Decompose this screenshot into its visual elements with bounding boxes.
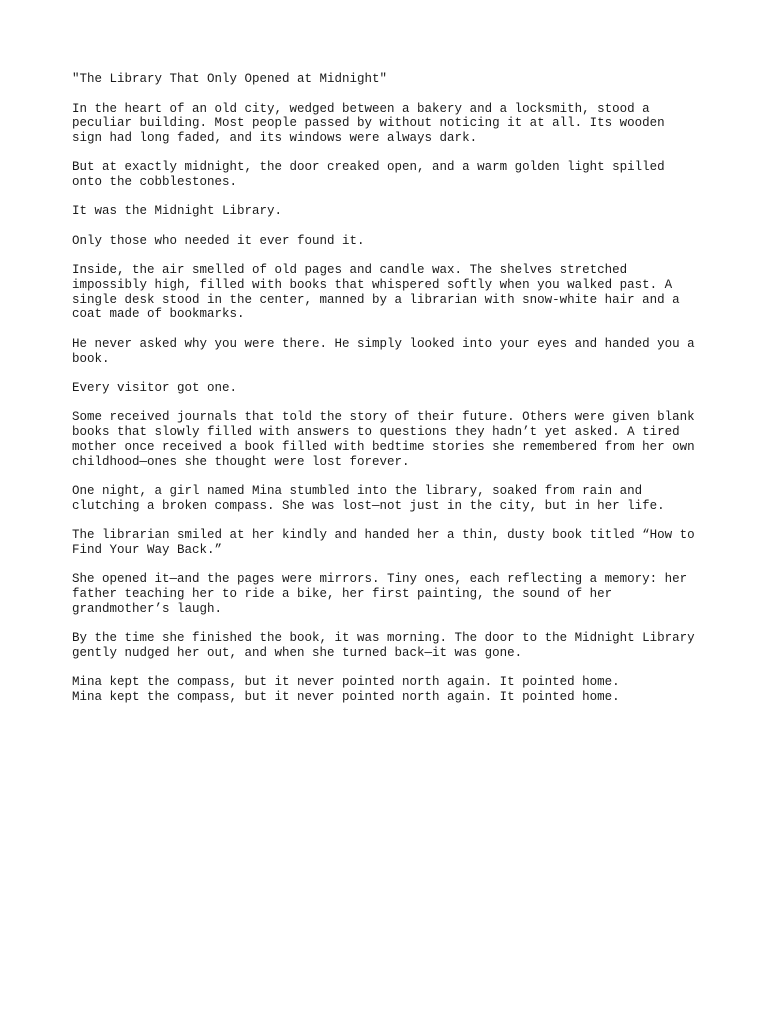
paragraph-only-those: Only those who needed it ever found it. — [72, 233, 365, 248]
document-page — [72, 72, 702, 705]
paragraph-thin-book: The librarian smiled at her kindly and handed her a thin, dusty book titled “How to Find Your Way Back.” — [72, 527, 695, 557]
story-title: "The Library That Only Opened at Midnight" — [72, 72, 388, 86]
paragraph-library-name: It was the Midnight Library. — [72, 204, 283, 219]
paragraph-mirrors: She opened it—and the pages were mirrors. Tiny ones, each reflecting a memory: her father teaching her to ride a bike, her first painting, the sound of her grandmother’s laugh. — [72, 572, 688, 616]
paragraph-librarian: He never asked why you were there. He simply looked into your eyes and handed you a book. — [72, 336, 695, 366]
paragraph-journals: Some received journals that told the story of their future. Others were given blank books that slowly filled with answers to questions they hadn’t yet asked. A tired mother once received a book filled with bedtime stories she remembered from her own childhood—ones she thought were lost forever. — [72, 410, 695, 469]
paragraph-morning: By the time she finished the book, it was morning. The door to the Midnight Library gently nudged her out, and when she turned back—it was gone. — [72, 630, 695, 660]
paragraph-mina-arrives: One night, a girl named Mina stumbled into the library, soaked from rain and clutching a broken compass. She was lost—not just in the city, but in her life. — [72, 483, 665, 513]
closing-block — [72, 675, 702, 705]
paragraph-every-visitor: Every visitor got one. — [72, 380, 238, 395]
closing-line-repeat: Mina kept the compass, but it never pointed north again. It pointed home. — [72, 689, 620, 704]
closing-line: Mina kept the compass, but it never pointed north again. It pointed home. — [72, 675, 620, 690]
paragraph-midnight-door: But at exactly midnight, the door creaked open, and a warm golden light spilled onto the cobblestones. — [72, 160, 665, 190]
paragraph-opening: In the heart of an old city, wedged between a bakery and a locksmith, stood a peculiar building. Most people passed by without noticing it at all. Its wooden sign had long faded, and its windows were always dark. — [72, 101, 665, 146]
paragraph-inside: Inside, the air smelled of old pages and candle wax. The shelves stretched impossibly high, filled with books that whispered softly when you walked past. A single desk stood in the center, manned by a librarian with snow-white hair and a coat made of bookmarks. — [72, 263, 680, 322]
